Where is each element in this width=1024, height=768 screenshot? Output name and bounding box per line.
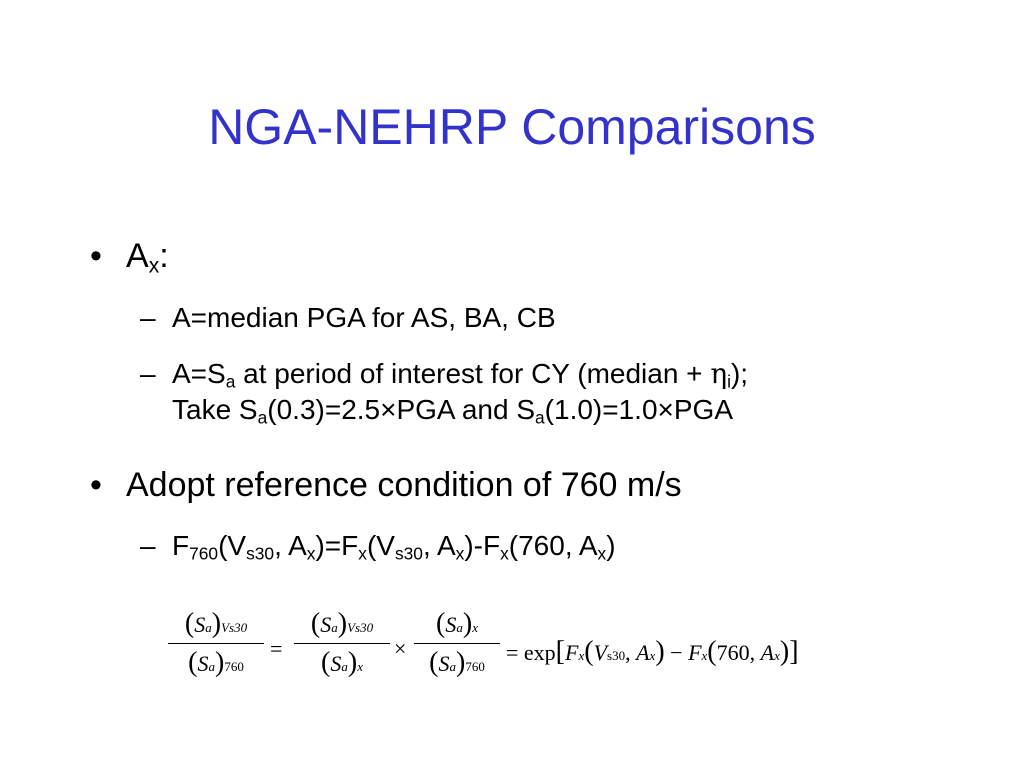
dash-marker: –	[140, 358, 156, 389]
fraction-3-denominator: (Sa)760	[429, 647, 485, 678]
fraction-1-denominator: (Sa)760	[188, 647, 244, 678]
bullet-marker: •	[90, 466, 102, 504]
subbullet-sa-period-line2: Take $S_a(0.3)=2.5\times PGA$ and $S_a(1.0)=1.0\times PGA$	[172, 394, 734, 428]
fraction-3	[414, 608, 500, 679]
dash-marker: –	[140, 302, 156, 333]
fraction-1	[168, 608, 264, 679]
fraction-3-numerator: (Sa)x	[436, 608, 478, 639]
equals-sign: =	[270, 636, 283, 661]
fraction-bar	[414, 643, 500, 644]
subbullet-median-pga-text: A=median PGA for AS, BA, CB	[172, 302, 556, 333]
fraction-bar	[168, 643, 264, 644]
bullet-reference-condition-text: Adopt reference condition of 760 m/s	[126, 466, 682, 504]
bullet-marker: •	[90, 237, 102, 275]
subbullet-sa-period-line1: $A=S_a$ at period of interest for CY (median + $\eta_i$);	[172, 357, 749, 392]
fraction-bar	[294, 643, 390, 644]
times-sign: ×	[394, 636, 407, 661]
fraction-2-numerator: (Sa)Vs30	[310, 608, 374, 639]
fraction-2	[294, 608, 390, 679]
fraction-1-numerator: (Sa)Vs30	[184, 608, 248, 639]
subbullet-f760-text: $F_{760}(V_{s30}$, $A_x)=F_x(V_{s30}$, $A_x)-F_x(760$, $A_x$)	[172, 530, 616, 564]
fraction-2-denominator: (Sa)x	[321, 647, 363, 678]
slide-title: NGA-NEHRP Comparisons	[208, 99, 816, 155]
dash-marker: –	[140, 530, 156, 561]
bullet-ax-text: $A_x$:	[126, 237, 169, 278]
equation-rhs: = exp[Fx(Vs30, Ax) − Fx(760, Ax)]	[506, 636, 799, 667]
